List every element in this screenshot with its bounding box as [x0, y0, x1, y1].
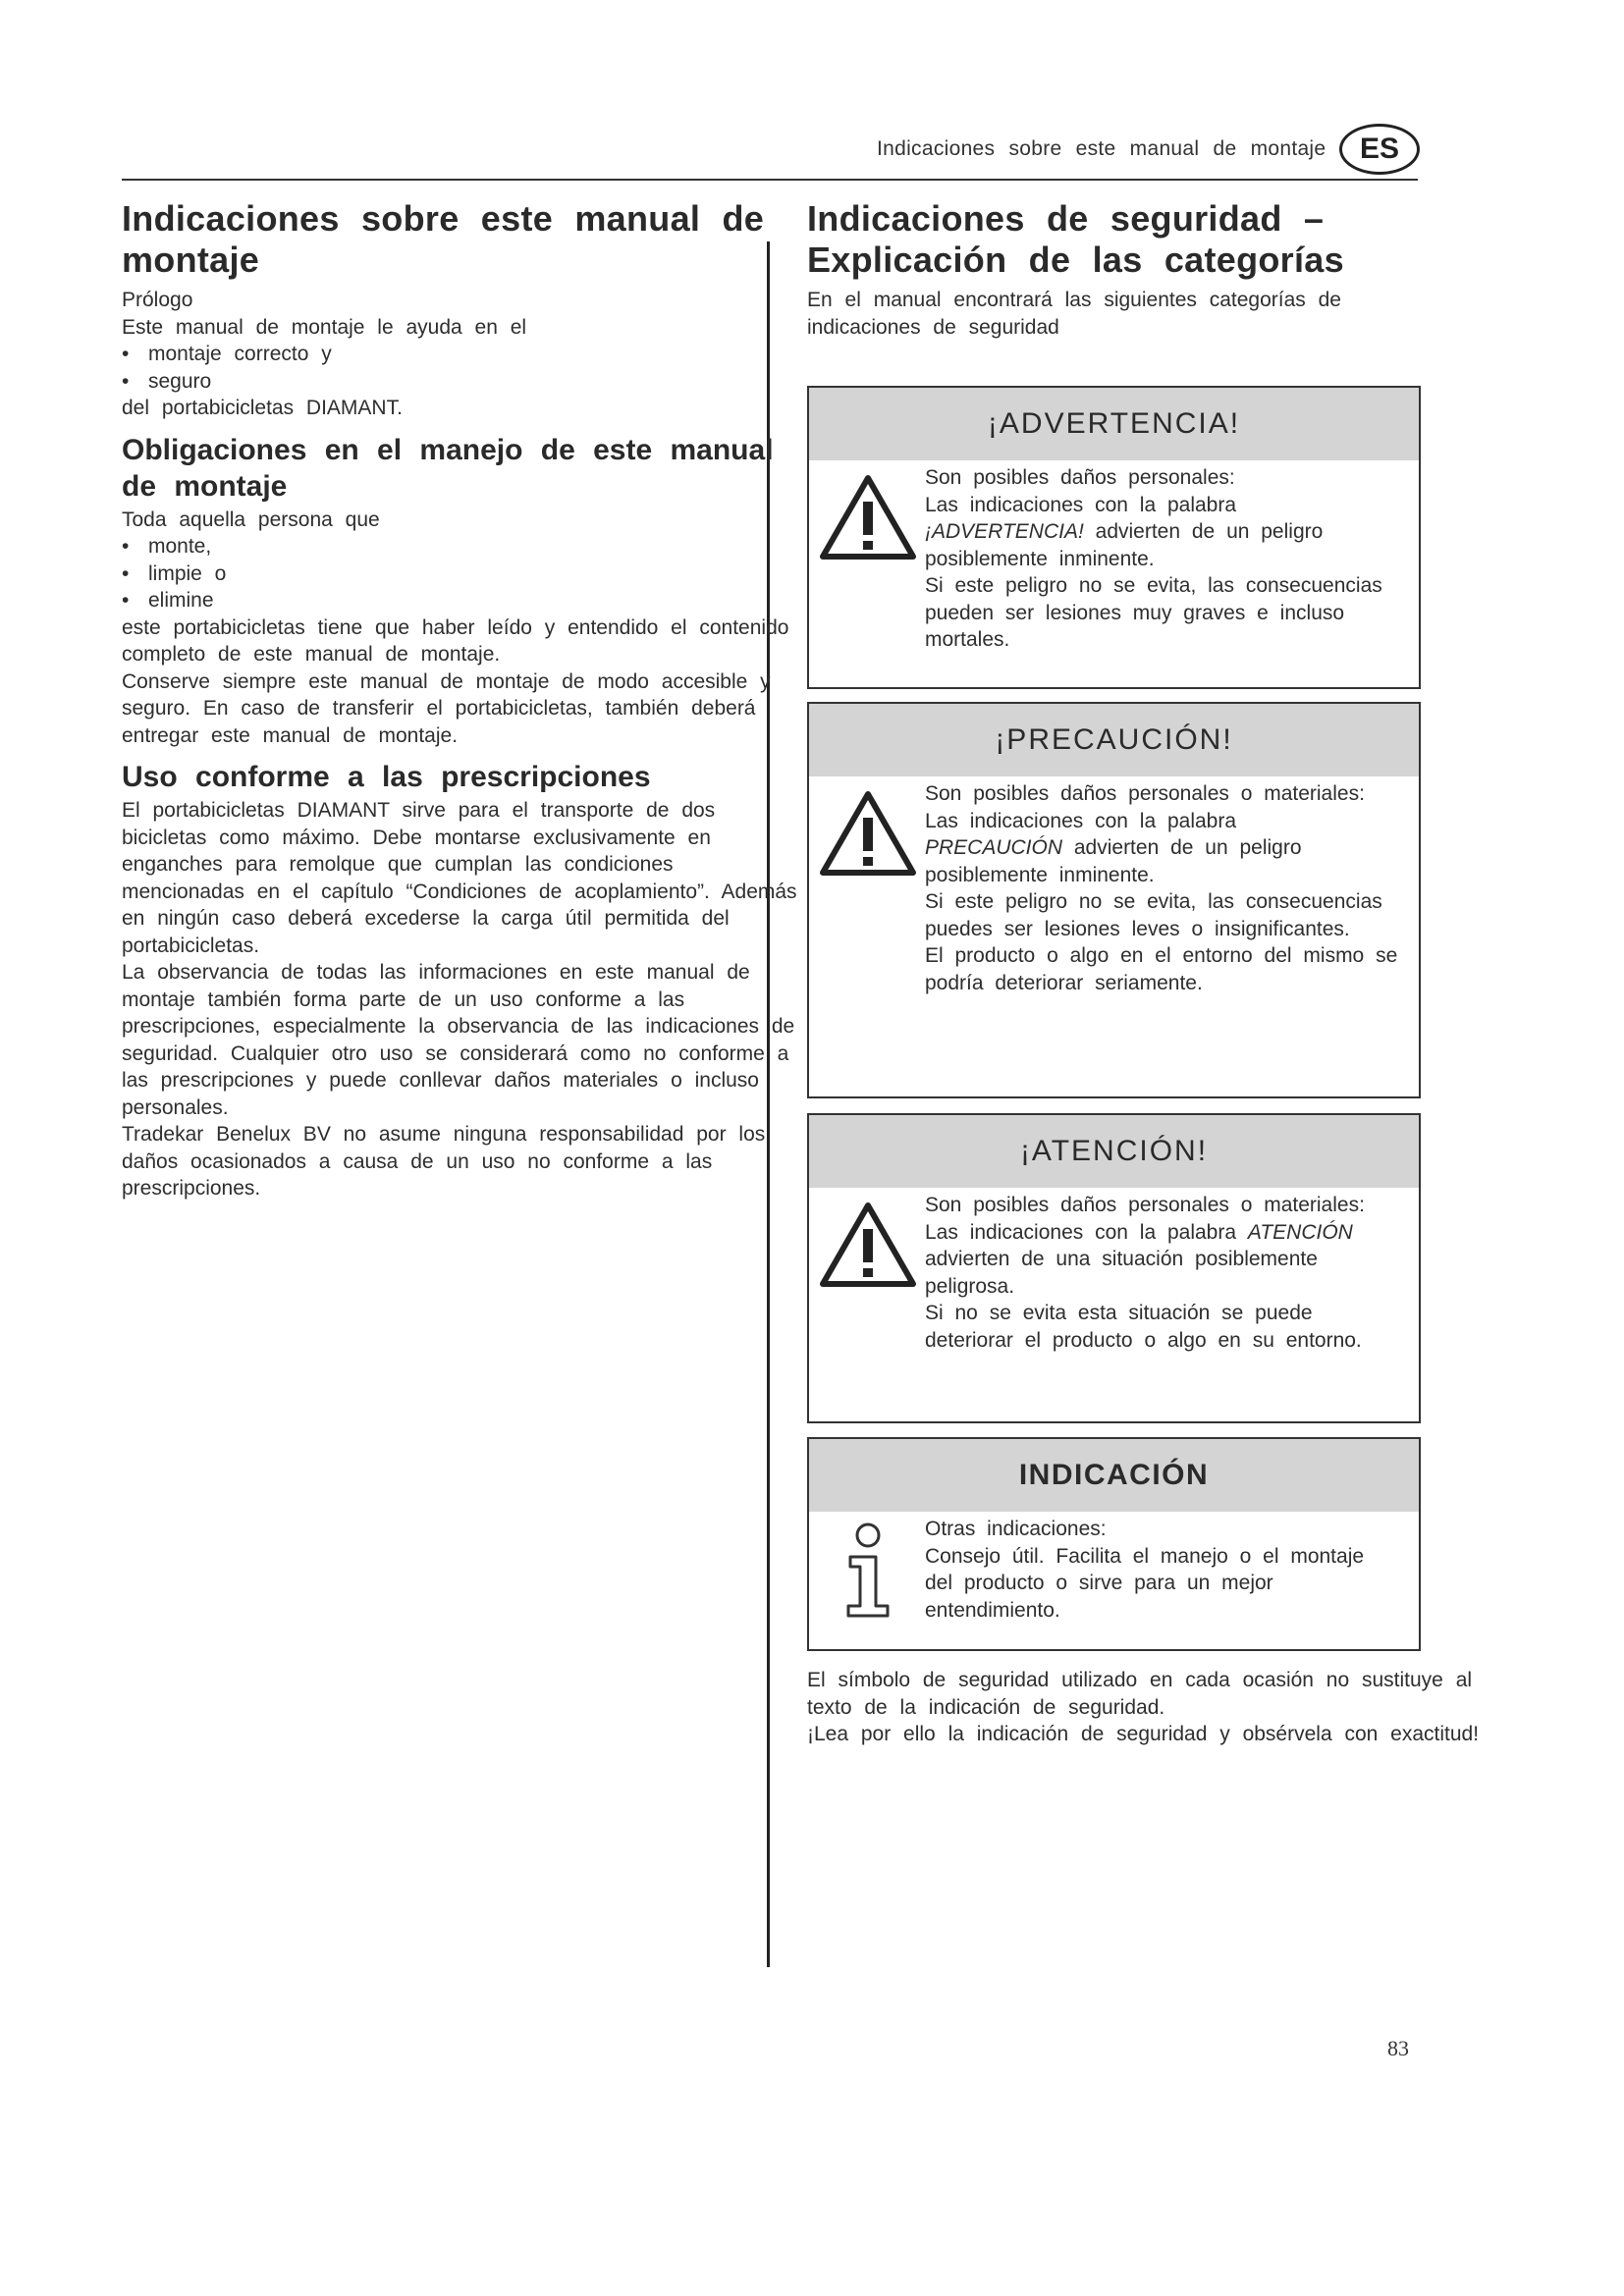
- attention-line-start: Las indicaciones con la palabra: [925, 1220, 1248, 1244]
- attention-heading: ¡ATENCIÓN!: [809, 1115, 1419, 1188]
- list-item: • limpie o: [122, 561, 799, 588]
- left-column: [122, 198, 799, 1202]
- warning-triangle-icon: [819, 1200, 917, 1288]
- note-line: Otras indicaciones:: [925, 1518, 1107, 1540]
- list-item: • seguro: [122, 368, 799, 396]
- attention-line: peligrosa.: [925, 1274, 1015, 1298]
- warning-heading: ¡ADVERTENCIA!: [809, 388, 1419, 460]
- prologue-label: Prólogo: [122, 289, 193, 311]
- warning-line: Las indicaciones con la palabra: [925, 493, 1237, 516]
- list-item: • monte,: [122, 533, 799, 561]
- attention-line: deteriorar el producto o algo en su entorno.: [925, 1328, 1362, 1352]
- caution-line: podría deteriorar seriamente.: [925, 971, 1203, 994]
- header-divider: [122, 179, 1418, 181]
- list-item: • elimine: [122, 587, 799, 614]
- note-box: [807, 1437, 1421, 1651]
- right-column: [807, 198, 1485, 341]
- intended-use-paragraph-3: Tradekar Benelux BV no asume ninguna responsabilidad por los daños ocasionados a causa de un uso no conforme a las prescripciones.: [122, 1123, 766, 1200]
- caution-line: El producto o algo en el entorno del mismo se: [925, 944, 1398, 967]
- warning-line: posiblemente inminente.: [925, 547, 1155, 570]
- closing-paragraph-2: ¡Lea por ello la indicación de seguridad y obsérvela con exactitud!: [807, 1723, 1480, 1745]
- obligations-list: [122, 533, 799, 614]
- warning-line: pueden ser lesiones muy graves e incluso: [925, 601, 1345, 624]
- info-icon: [837, 1522, 899, 1620]
- warning-line-rest: advierten de un peligro: [1083, 520, 1324, 543]
- language-badge: ES: [1339, 124, 1420, 175]
- obligations-paragraph-1: este portabicicletas tiene que haber leído y entendido el contenido completo de este manual de montaje.: [122, 615, 789, 666]
- warning-triangle-icon: [819, 788, 917, 877]
- warning-line: [925, 518, 1419, 546]
- closing-text: [807, 1667, 1485, 1748]
- intended-use-paragraph-1: El portabicicletas DIAMANT sirve para el transporte de dos bicicletas como máximo. Debe montarse exclusivamente en enganches para remolque que cumplan las condiciones mencionadas en el capítulo “Condiciones de acoplamiento”. Además en ningún caso deberá excederse la carga útil permitida del portabicicletas.: [122, 799, 797, 957]
- intended-use-paragraph-2: La observancia de todas las informaciones en este manual de montaje también forma parte de un uso conforme a las prescripciones, especialmente la observancia de las indicaciones de seguridad. Cualquier otro uso se considerará como no conforme a las prescripciones y puede conllevar daños materiales o incluso personales.: [122, 961, 795, 1119]
- section-title-manual: Indicaciones sobre este manual de montaje: [122, 198, 765, 280]
- prologue-end: del portabicicletas DIAMANT.: [122, 397, 403, 419]
- obligations-intro: Toda aquella persona que: [122, 507, 380, 531]
- caution-line: [925, 834, 1419, 862]
- obligations-paragraph-2: Conserve siempre este manual de montaje de modo accesible y seguro. En caso de transferir el portabicicletas, también deberá entregar este manual de montaje.: [122, 669, 771, 747]
- attention-box: [807, 1113, 1421, 1423]
- attention-line: advierten de una situación posiblemente: [925, 1248, 1318, 1270]
- caution-box: [807, 702, 1421, 1098]
- caution-line-rest: advierten de un peligro: [1062, 836, 1302, 859]
- warning-line: Si este peligro no se evita, las consecuencias: [925, 574, 1382, 597]
- running-header: Indicaciones sobre este manual de montaje: [877, 137, 1326, 160]
- note-line: del producto o sirve para un mejor: [925, 1572, 1273, 1594]
- caution-line: Son posibles daños personales o materiales:: [925, 782, 1365, 805]
- list-item: • montaje correcto y: [122, 341, 799, 368]
- attention-line: [925, 1219, 1419, 1247]
- caution-line: Si este peligro no se evita, las consecuencias: [925, 890, 1382, 913]
- section-title-intended-use: Uso conforme a las prescripciones: [122, 761, 651, 793]
- attention-line: Son posibles daños personales o materiales:: [925, 1194, 1365, 1216]
- section-title-obligations: Obligaciones en el manejo de este manual de montaje: [122, 433, 774, 503]
- section-title-safety: Indicaciones de seguridad – Explicación de las categorías: [807, 198, 1344, 280]
- caution-line: posiblemente inminente.: [925, 863, 1155, 886]
- attention-keyword: ATENCIÓN: [1247, 1220, 1353, 1244]
- warning-line: Son posibles daños personales:: [925, 466, 1235, 489]
- caution-line: Las indicaciones con la palabra: [925, 809, 1237, 832]
- caution-line: puedes ser lesiones leves o insignificantes.: [925, 917, 1350, 940]
- warning-box: [807, 386, 1421, 689]
- page-number: 83: [1387, 2036, 1409, 2060]
- warning-keyword: ¡ADVERTENCIA!: [925, 520, 1084, 543]
- safety-intro: En el manual encontrará las siguientes categorías de indicaciones de seguridad: [807, 289, 1341, 339]
- caution-keyword: PRECAUCIÓN: [925, 836, 1063, 859]
- warning-line: mortales.: [925, 628, 1010, 651]
- warning-triangle-icon: [819, 472, 917, 561]
- attention-line: Si no se evita esta situación se puede: [925, 1302, 1313, 1324]
- note-line: entendimiento.: [925, 1598, 1060, 1622]
- closing-paragraph-1: El símbolo de seguridad utilizado en cada ocasión no sustituye al texto de la indicación de seguridad.: [807, 1669, 1473, 1719]
- caution-heading: ¡PRECAUCIÓN!: [809, 704, 1419, 776]
- note-line: Consejo útil. Facilita el manejo o el montaje: [925, 1544, 1365, 1568]
- prologue-list: [122, 341, 799, 395]
- prologue-intro: Este manual de montaje le ayuda en el: [122, 315, 527, 339]
- note-heading: INDICACIÓN: [809, 1439, 1419, 1512]
